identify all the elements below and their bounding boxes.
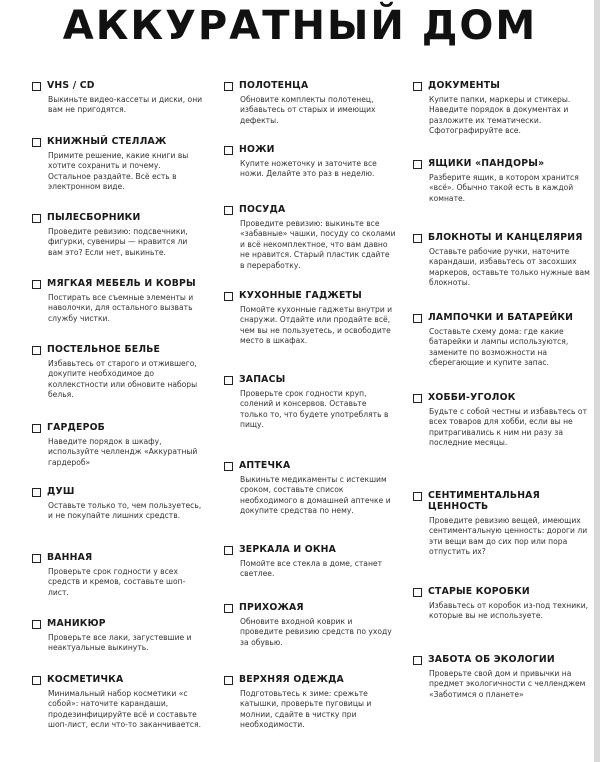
checkbox[interactable] [224,292,233,301]
item-header [32,136,204,147]
checklist-item [413,586,591,622]
item-heading: ЯЩИКИ «ПАНДОРЫ» [428,158,545,169]
item-description: Избавьтесь от старого и отжившего, докупите необходимое до коллекстности или обновите наборы белья. [48,359,198,400]
item-heading: ЗЕРКАЛА И ОКНА [239,544,337,555]
item-description: Будьте с собой честны и избавьтесь от всех товаров для хобби, если вы не притрагивались к ним ни разу за последние месяцы. [429,407,587,448]
item-description: Минимальный набор косметики «с собой»: наточите карандаши, продезинфицируйте всё и составьте шоп-лист, если что-то заканчивается. [48,689,202,730]
checkbox[interactable] [32,346,41,355]
item-header [224,544,396,555]
item-heading: VHS / CD [47,80,95,91]
checklist-item [32,618,204,654]
checklist-item [413,654,591,700]
checkbox[interactable] [224,676,233,685]
item-description: Помойте все стекла в доме, станет светлее. [240,559,383,579]
item-header [224,290,396,301]
item-header [413,490,591,512]
item-header [413,232,591,243]
checkbox[interactable] [32,554,41,563]
checklist-item [224,544,396,580]
item-description: Подготовьтесь к зиме: срежьте катышки, проверьте пуговицы и молнии, сдайте в чистку при необходимости. [240,689,372,730]
item-description: Проведите ревизию: подсвечники, фигурки, сувениры — нравится ли вам это? Если нет, выкиньте. [48,227,188,257]
checkbox[interactable] [413,314,422,323]
item-heading: ЗАПАСЫ [239,374,286,385]
item-description: Примите решение, какие книги вы хотите сохранить и почему. Остальное раздайте. Всё есть в электронном виде. [48,151,189,192]
checkbox[interactable] [32,82,41,91]
checkbox[interactable] [224,546,233,555]
item-heading: ПЫЛЕСБОРНИКИ [47,212,141,223]
scrollbar[interactable] [594,0,600,762]
item-header [32,80,204,91]
checklist-item [32,344,204,401]
item-description: Обновите комплекты полотенец, избавьтесь от старых и имеющих дефекты. [240,95,376,125]
item-heading: ВАННАЯ [47,552,93,563]
checklist-item [224,460,396,517]
checklist-item [32,212,204,258]
item-description: Избавьтесь от коробок из-под техники, которые вы не используете. [429,601,589,621]
checkbox[interactable] [32,424,41,433]
item-header [224,460,396,471]
item-heading: МЯГКАЯ МЕБЕЛЬ И КОВРЫ [47,278,196,289]
checklist-item [224,80,396,126]
item-header [32,552,204,563]
checkbox[interactable] [32,676,41,685]
item-header [32,422,204,433]
checkbox[interactable] [224,82,233,91]
item-description: Выкиньте медикаменты с истекшим сроком, составьте список необходимого в домашней аптечке и докупите средства по нему. [240,475,391,516]
item-description: Проведите ревизию вещей, имеющих сентиментальную ценность: дороги ли эти вещи вам до сих пор или пора отпустить их? [429,516,588,557]
checklist-item [413,490,591,558]
item-description: Оставьте рабочие ручки, наточите карандаши, избавьтесь от засохших маркеров, оставьте только нужные вам блокноты. [429,247,590,288]
item-description: Помойте кухонные гаджеты внутри и снаружи. Отдайте или продайте всё, чем вы не пользуетесь, и освободите место в шкафах. [240,305,393,346]
item-heading: НОЖИ [239,144,275,155]
checklist-item [224,374,396,431]
checklist-item [413,80,591,137]
item-description: Проверьте все лаки, загустевшие и неактуальные выкинуть. [48,633,192,653]
checklist-item [224,144,396,180]
checklist-item [413,312,591,369]
item-heading: ДОКУМЕНТЫ [428,80,501,91]
item-description: Разберите ящик, в котором хранится «всё». Обычно такой есть в каждой комнате. [429,173,579,203]
item-description: Постирать все съемные элементы и наволочки, для остального вызвать службу чистки. [48,293,194,323]
item-description: Купите папки, маркеры и стикеры. Наведите порядок в документах и разложите их тематически. Сфотографируйте все. [429,95,571,136]
checklist-item [413,392,591,449]
checklist-item [224,204,396,271]
item-header [413,312,591,323]
item-description: Проведите ревизию: выкиньте все «забавные» чашки, посуду со сколами и всё некомплектное, что вам давно не нравится. Старый пластик сдайте в переработку. [240,219,396,270]
item-heading: ПРИХОЖАЯ [239,602,304,613]
checkbox[interactable] [413,394,422,403]
item-heading: МАНИКЮР [47,618,106,629]
item-header [224,204,396,215]
checkbox[interactable] [32,620,41,629]
item-header [413,654,591,665]
checkbox[interactable] [413,492,422,501]
item-heading: КУХОННЫЕ ГАДЖЕТЫ [239,290,362,301]
item-heading: ДУШ [47,486,75,497]
checkbox[interactable] [224,462,233,471]
item-heading: СЕНТИМЕНТАЛЬНАЯ ЦЕННОСТЬ [428,490,540,512]
item-header [32,674,204,685]
item-header [413,80,591,91]
checklist-item [32,486,204,522]
item-header [32,344,204,355]
checkbox[interactable] [413,82,422,91]
checklist-item [32,278,204,324]
page-title: АККУРАТНЫЙ ДОМ [62,3,538,49]
checkbox[interactable] [32,214,41,223]
checklist-item [32,80,204,116]
item-description: Купите ножеточку и заточите все ножи. Делайте это раз в неделю. [240,159,377,179]
item-heading: ПОСТЕЛЬНОЕ БЕЛЬЕ [47,344,161,355]
item-header [224,80,396,91]
checkbox[interactable] [413,588,422,597]
item-description: Проверьте свой дом и привычки на предмет экологичности с челленджем «Заботимся о планете» [429,669,586,699]
item-header [32,618,204,629]
checklist-item [413,232,591,289]
item-header [224,602,396,613]
checkbox[interactable] [224,376,233,385]
checkbox[interactable] [224,206,233,215]
item-header [32,486,204,497]
checkbox[interactable] [32,488,41,497]
item-description: Проверьте срок годности круп, солений и консервов. Оставьте только то, что будете употреблять в пищу. [240,389,389,430]
checklist-item [32,674,204,731]
checkbox[interactable] [32,280,41,289]
item-heading: ЗАБОТА ОБ ЭКОЛОГИИ [428,654,555,665]
checkbox[interactable] [413,160,422,169]
item-header [224,144,396,155]
item-heading: КНИЖНЫЙ СТЕЛЛАЖ [47,136,167,147]
item-header [224,374,396,385]
item-header [413,586,591,597]
checklist-item [224,290,396,347]
checkbox[interactable] [32,138,41,147]
item-description: Составьте схему дома: где какие батарейки и лампы используются, замените по возможности на сберегающие и купите запас. [429,327,569,368]
item-description: Обновите входной коврик и проведите ревизию средств по уходу за обувью. [240,617,392,647]
checklist-item [32,422,204,468]
checklist-item [413,158,591,204]
item-header [224,674,396,685]
checklist-item [224,674,396,731]
checkbox[interactable] [413,234,422,243]
item-heading: ГАРДЕРОБ [47,422,105,433]
checkbox[interactable] [413,656,422,665]
item-header [32,212,204,223]
item-heading: АПТЕЧКА [239,460,291,471]
item-header [32,278,204,289]
item-heading: БЛОКНОТЫ И КАНЦЕЛЯРИЯ [428,232,583,243]
item-description: Оставьте только то, чем пользуетесь, и не покупайте лишних средств. [48,501,202,521]
item-description: Выкиньте видео-кассеты и диски, они вам не пригодятся. [48,95,203,115]
item-description: Проверьте срок годности у всех средств и кремов, составьте шоп-лист. [48,567,186,597]
item-heading: ПОЛОТЕНЦА [239,80,309,91]
checklist-item [224,602,396,648]
item-heading: КОСМЕТИЧКА [47,674,124,685]
checklist-item [32,552,204,598]
checkbox[interactable] [224,146,233,155]
checkbox[interactable] [224,604,233,613]
item-description: Наведите порядок в шкафу, используйте челлендж «Аккуратный гардероб» [48,437,198,467]
checklist-item [32,136,204,193]
item-heading: ХОББИ-УГОЛОК [428,392,516,403]
item-heading: ВЕРХНЯЯ ОДЕЖДА [239,674,344,685]
item-header [413,158,591,169]
item-header [413,392,591,403]
item-heading: ЛАМПОЧКИ И БАТАРЕЙКИ [428,312,574,323]
item-heading: ПОСУДА [239,204,286,215]
item-heading: СТАРЫЕ КОРОБКИ [428,586,530,597]
